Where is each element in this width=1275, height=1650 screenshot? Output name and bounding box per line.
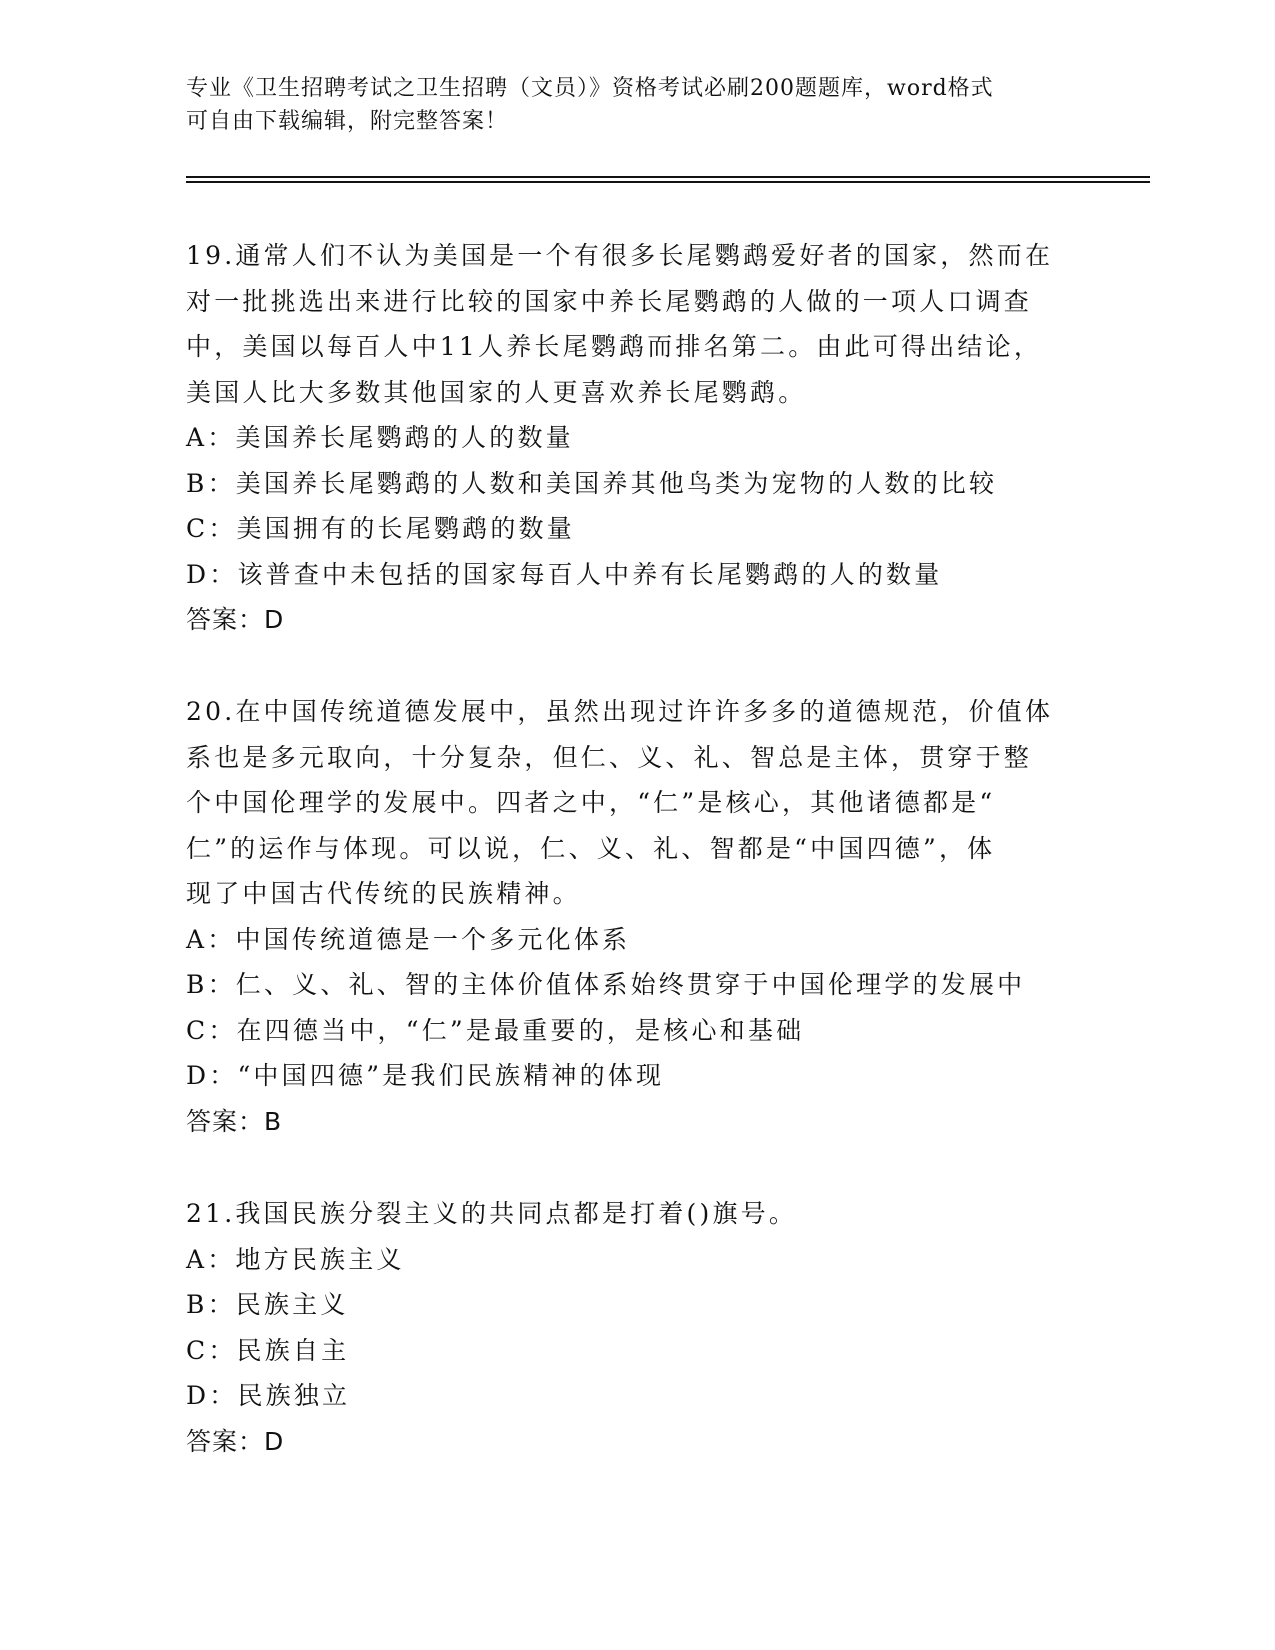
option-c: C：美国拥有的长尾鹦鹉的数量	[186, 514, 575, 543]
option-d: D：民族独立	[186, 1381, 351, 1410]
option-a: A：美国养长尾鹦鹉的人的数量	[186, 423, 574, 452]
option-b: B：民族主义	[186, 1290, 349, 1319]
option-c: C：在四德当中，“仁”是最重要的，是核心和基础	[186, 1015, 805, 1045]
question-20	[186, 689, 1086, 1144]
option-d: D：“中国四德”是我们民族精神的体现	[186, 1061, 665, 1090]
answer: 答案：B	[186, 1106, 283, 1136]
header-double-rule	[186, 176, 1150, 183]
answer: 答案：D	[186, 1426, 285, 1456]
answer: 答案：D	[186, 605, 285, 634]
stem-line: 仁”的运作与体现。可以说，仁、义、礼、智都是“中国四德”，体	[186, 833, 996, 863]
question-stem	[186, 689, 1086, 917]
stem-line: 19.通常人们不认为美国是一个有很多长尾鹦鹉爱好者的国家，然而在	[186, 241, 1054, 270]
question-21	[186, 1191, 1086, 1464]
stem-line: 对一批挑选出来进行比较的国家中养长尾鹦鹉的人做的一项人口调查	[186, 286, 1033, 316]
stem-line: 个中国伦理学的发展中。四者之中，“仁”是核心，其他诸德都是“	[186, 788, 996, 817]
stem-line: 21.我国民族分裂主义的共同点都是打着()旗号。	[186, 1199, 798, 1228]
stem-line: 中，美国以每百人中11人养长尾鹦鹉而排名第二。由此可得出结论，	[186, 332, 1043, 361]
option-c: C：民族自主	[186, 1335, 350, 1365]
option-a: A：中国传统道德是一个多元化体系	[186, 924, 631, 954]
stem-line: 系也是多元取向，十分复杂，但仁、义、礼、智总是主体，贯穿于整	[186, 742, 1033, 772]
question-stem	[186, 233, 1086, 415]
option-d: D：该普查中未包括的国家每百人中养有长尾鹦鹉的人的数量	[186, 559, 943, 589]
option-b: B：美国养长尾鹦鹉的人数和美国养其他鸟类为宠物的人数的比较	[186, 468, 998, 498]
stem-line: 20.在中国传统道德发展中，虽然出现过许许多多的道德规范，价值体	[186, 697, 1054, 726]
question-stem	[186, 1191, 1086, 1237]
stem-line: 美国人比大多数其他国家的人更喜欢养长尾鹦鹉。	[186, 377, 807, 407]
stem-line: 现了中国古代传统的民族精神。	[186, 879, 581, 908]
option-a: A：地方民族主义	[186, 1244, 405, 1274]
option-b: B：仁、义、礼、智的主体价值体系始终贯穿于中国伦理学的发展中	[186, 970, 1026, 999]
question-19	[186, 233, 1086, 643]
document-header	[186, 72, 1086, 138]
header-line-2: 可自由下载编辑，附完整答案！	[186, 109, 509, 134]
header-line-1: 专业《卫生招聘考试之卫生招聘（文员）》资格考试必刷200题题库，word格式	[186, 76, 994, 101]
